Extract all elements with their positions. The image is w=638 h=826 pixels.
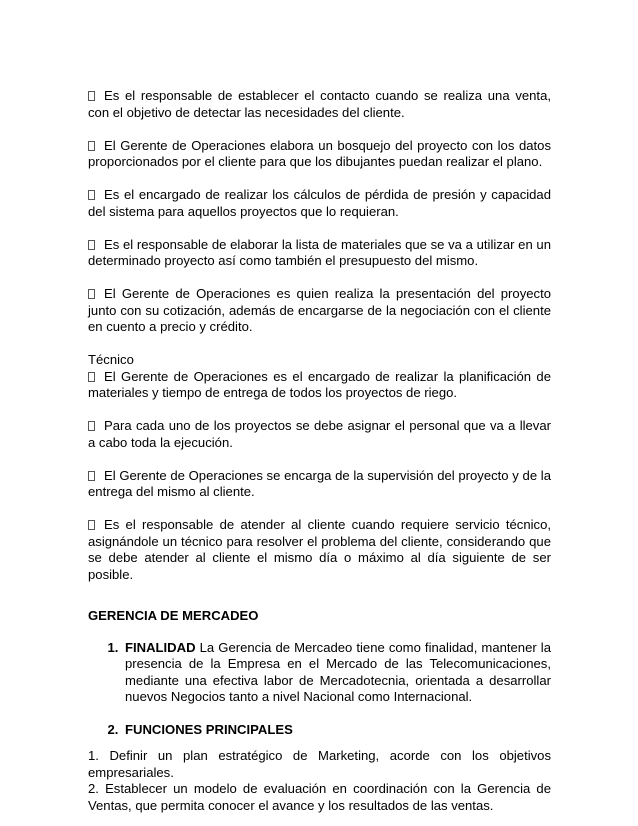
bullet-box-icon (88, 520, 95, 530)
bullet-paragraph (88, 517, 551, 583)
finalidad-label: FINALIDAD (125, 639, 196, 655)
funcion-item: 2. Establecer un modelo de evaluación en coordinación con la Gerencia de Ventas, que permita conocer el avance y los resultados de las ventas. (88, 781, 551, 813)
bullet-paragraph (88, 237, 551, 270)
tecnico-label: Técnico (88, 352, 134, 367)
section-heading: GERENCIA DE MERCADEO (88, 608, 259, 623)
bullet-text: El Gerente de Operaciones es el encargado de realizar la planificación de materiales y tiempo de entrega de todos los proyectos de riego. (88, 368, 551, 400)
bullet-text: El Gerente de Operaciones se encarga de la supervisión del proyecto y de la entrega del mismo al cliente. (88, 467, 551, 499)
mercadeo-list (88, 640, 551, 739)
bullet-box-icon (88, 421, 95, 431)
bullet-text: El Gerente de Operaciones es quien realiza la presentación del proyecto junto con su cotización, además de encargarse de la negociación con el cliente en cuento a precio y crédito. (88, 286, 551, 334)
funciones-list (88, 748, 551, 814)
bullet-text: Es el responsable de establecer el contacto cuando se realiza una venta, con el objetivo de detectar las necesidades del cliente. (88, 88, 551, 120)
bullet-box-icon (88, 141, 95, 151)
bullet-paragraph (88, 286, 551, 336)
funciones-label: FUNCIONES PRINCIPALES (125, 721, 293, 737)
list-item-funciones (122, 722, 551, 739)
bullet-box-icon (88, 471, 95, 481)
bullet-box-icon (88, 289, 95, 299)
funcion-item: 1. Definir un plan estratégico de Marketing, acorde con los objetivos empresariales. (88, 748, 551, 780)
bullet-paragraph (88, 369, 551, 402)
bullet-text: Es el responsable de atender al cliente cuando requiere servicio técnico, asignándole un técnico para resolver el problema del cliente, considerando que se debe atender al cliente el mismo día o máximo al día siguiente de ser posible. (88, 517, 551, 582)
bullet-text: Para cada uno de los proyectos se debe asignar el personal que va a llevar a cabo toda la ejecución. (88, 418, 551, 450)
bullet-text: Es el encargado de realizar los cálculos de pérdida de presión y capacidad del sistema para aquellos proyectos que lo requieran. (88, 187, 551, 219)
list-item-finalidad (122, 640, 551, 706)
page-content (88, 88, 551, 814)
bullet-box-icon (88, 240, 95, 250)
bullet-paragraph (88, 88, 551, 121)
bullet-box-icon (88, 91, 95, 101)
bullet-paragraph (88, 468, 551, 501)
bullet-box-icon (88, 190, 95, 200)
finalidad-text: La Gerencia de Mercadeo tiene como finalidad, mantener la presencia de la Empresa en el Mercado de las Telecomunicaciones, mediante una efectiva labor de Mercadotecnia, orientada a desarrollar nuevos Negocios tanto a nivel Nacional como Internacional. (125, 639, 551, 704)
bullet-text: El Gerente de Operaciones elabora un bosquejo del proyecto con los datos proporcionados por el cliente para que los dibujantes puedan realizar el plano. (88, 137, 551, 169)
bullet-paragraph (88, 187, 551, 220)
bullet-paragraph (88, 418, 551, 451)
bullet-paragraph (88, 138, 551, 171)
bullet-box-icon (88, 372, 95, 382)
bullet-text: Es el responsable de elaborar la lista de materiales que se va a utilizar en un determinado proyecto así como también el presupuesto del mismo. (88, 236, 551, 268)
